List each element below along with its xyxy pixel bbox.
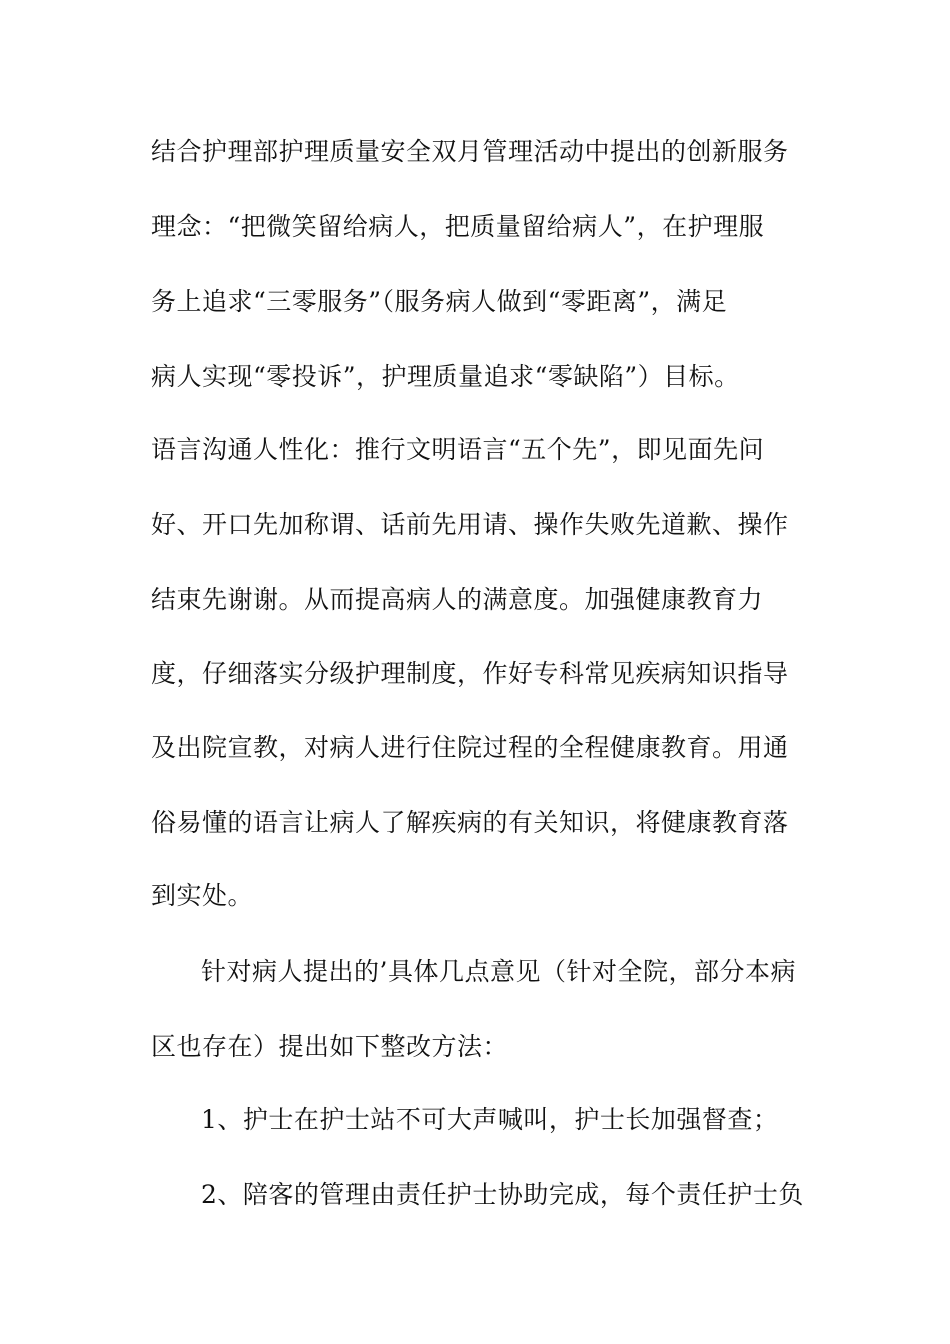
text-line: 到实处。: [151, 881, 254, 910]
text-line: 度，仔细落实分级护理制度，作好专科常见疾病知识指导: [151, 659, 789, 688]
text-line: 好、开口先加称谓、话前先用请、操作失败先道歉、操作: [151, 510, 789, 539]
list-item: 2、陪客的管理由责任护士协助完成，每个责任护士负: [201, 1180, 804, 1209]
text-line: 俗易懂的语言让病人了解疾病的有关知识，将健康教育落: [151, 808, 789, 837]
list-item: 1、护士在护士站不可大声喊叫，护士长加强督查；: [201, 1105, 779, 1134]
text-line: 结束先谢谢。从而提高病人的满意度。加强健康教育力: [151, 585, 764, 614]
text-line: 区也存在）提出如下整改方法：: [151, 1032, 509, 1061]
text-line: 理念：“把微笑留给病人，把质量留给病人”，在护理服: [151, 212, 765, 241]
text-line: 针对病人提出的’具体几点意见（针对全院，部分本病: [201, 957, 796, 986]
text-line: 病人实现“零投诉”，护理质量追求“零缺陷”）目标。: [151, 362, 740, 391]
text-line: 语言沟通人性化：推行文明语言“五个先”，即见面先问: [151, 435, 765, 464]
text-line: 结合护理部护理质量安全双月管理活动中提出的创新服务: [151, 137, 789, 166]
text-line: 及出院宣教，对病人进行住院过程的全程健康教育。用通: [151, 733, 789, 762]
text-line: 务上追求“三零服务”（服务病人做到“零距离”，满足: [151, 287, 728, 316]
